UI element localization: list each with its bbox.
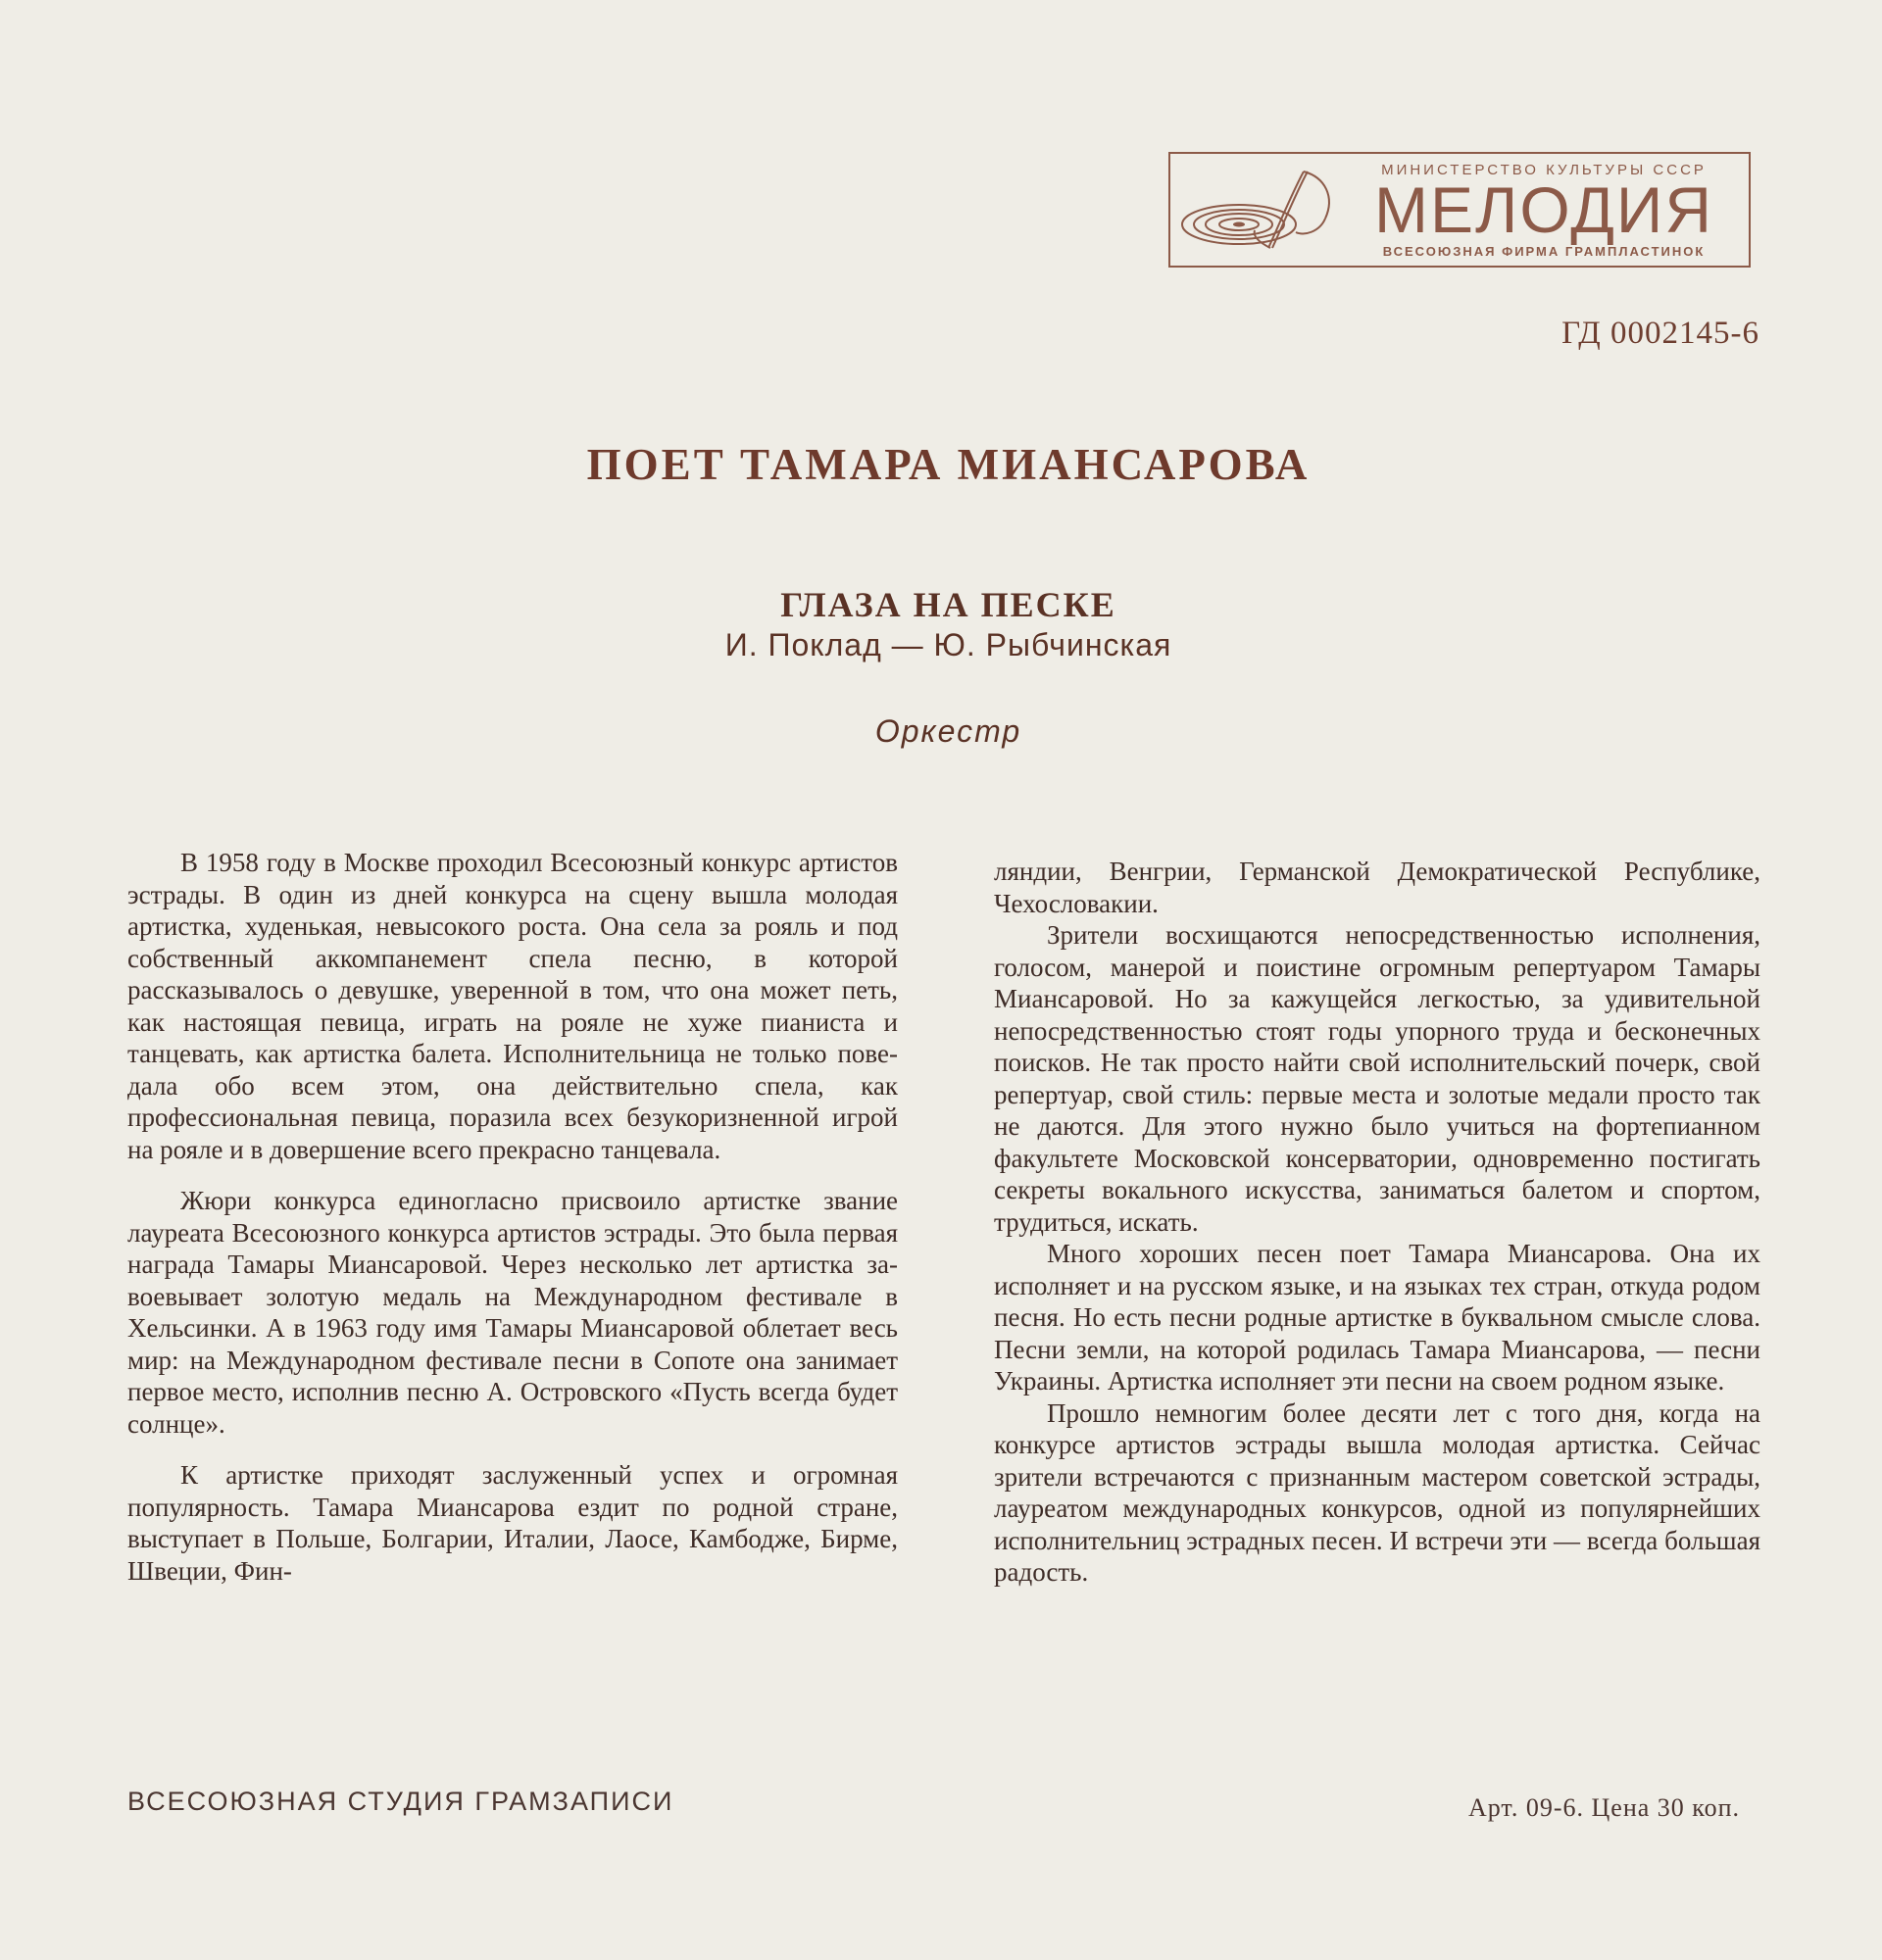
paragraph: Прошло немногим более десяти лет с того дня, когда на конкурсе артистов эстрады вышла молодая артистка. Сейчас зрители встречаются с признанным мастером советской эстрады, лауреатом международных конкурсов, одной из популярнейших исполнительниц эстрадных песен. И встречи эти — всегда большая радость.: [994, 1397, 1760, 1587]
paragraph: В 1958 году в Москве проходил Всесоюзный конкурс артистов эстрады. В один из дней конкурса на сцену вышла молодая артистка, худенькая, невысокого роста. Она села за рояль и под собственный аккомпанемент спела песню, в которой рассказывалось о девушке, уверенной в том, что она может петь, как настоящая певица, играть на рояле не хуже пианиста и танцевать, как артистка балета. Исполнительница не только поведала обо всем этом, она действительно спела, как профессиональная певица, поразила всех безукоризненной игрой на рояле и в довершение всего прекрасно танцевала.: [127, 848, 898, 1164]
paragraph: Жюри конкурса единогласно присвоило артистке звание лауреата Всесоюзного конкурса артистов эстрады. Это была первая награда Тамары Миансаровой. Через несколько лет артистка завоевывает золотую медаль на Международном фестивале в Хельсинки. А в 1963 году имя Тамары Миансаровой облетает весь мир: на Международном фестивале песни в Сопоте она занимает первое место, исполнив песню А. Островского «Пусть всегда будет солнце».: [127, 1186, 898, 1439]
paragraph: К артистке приходят заслуженный успех и огромная популярность. Тамара Миансарова ездит по родной стране, выступает в Польше, Болгарии, Италии, Лаосе, Камбодже, Бирме, Швеции, Фин-: [127, 1460, 898, 1586]
melodiya-logo: [1168, 152, 1751, 268]
logo-ministry-text: МИНИСТЕРСТВО КУЛЬТУРЫ СССР: [1381, 162, 1707, 178]
text-column-right: [994, 856, 1760, 1589]
logo-subtitle: ВСЕСОЮЗНАЯ ФИРМА ГРАМПЛАСТИНОК: [1382, 244, 1706, 259]
page-title: ПОЕТ ТАМАРА МИАНСАРОВА: [586, 440, 1311, 489]
paragraph: Много хороших песен поет Тамара Миансарова. Она их исполняет и на русском языке, и на языках тех стран, откуда родом песня. Но есть песни родные артистке в буквальном смысле слова. Песни земли, на которой родилась Тамара Миансарова, — песни Украины. Артистка исполняет эти песни на своем родном языке.: [994, 1239, 1760, 1396]
text-column-left: [127, 847, 898, 1587]
record-disc-icon: [1178, 164, 1347, 258]
price-label: Арт. 09-6. Цена 30 коп.: [1468, 1793, 1740, 1822]
logo-brand-name: МЕЛОДИЯ: [1374, 173, 1713, 246]
studio-name: ВСЕСОЮЗНАЯ СТУДИЯ ГРАМЗАПИСИ: [127, 1787, 674, 1816]
catalog-number: ГД 0002145-6: [1561, 316, 1759, 351]
paragraph: Зрители восхищаются непосредственностью исполнения, голосом, манерой и поистине огромным репертуаром Тамары Миансаровой. Но за кажущейся легкостью, за удивительной непосредственностью стоят годы упорного труда и бесконечных поисков. Не так просто найти свой исполнительский почерк, свой репертуар, свой стиль: первые места и золотые медали просто так не даются. Для этого нужно было учиться на фортепианном факультете Московской консерватории, одновременно постигать секреты вокального искусства, заниматься балетом и спортом, трудиться, искать.: [994, 920, 1760, 1237]
ensemble-label: Оркестр: [874, 713, 1022, 749]
paragraph: ляндии, Венгрии, Германской Демократической Республике, Чехословакии.: [994, 857, 1760, 918]
song-title: ГЛАЗА НА ПЕСКЕ: [780, 585, 1116, 624]
song-authors: И. Поклад — Ю. Рыбчинская: [724, 627, 1172, 662]
